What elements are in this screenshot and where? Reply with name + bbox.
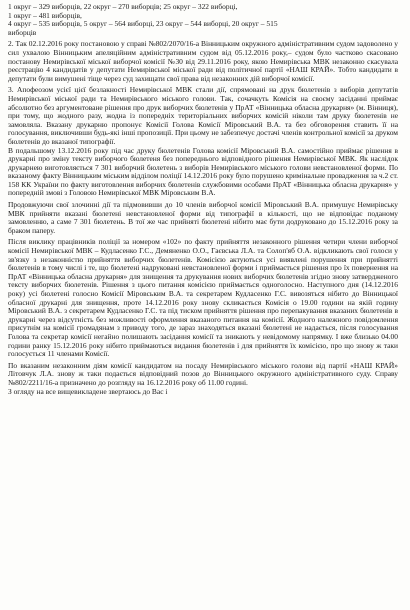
district-line-3: 4 округ – 535 виборців, 5 округ – 564 виборці, 23 округ – 544 виборці, 20 округ – 515 <box>8 19 278 29</box>
paragraph-8: З огляду на все вищевикладене звертаюсь до Вас і <box>8 386 168 396</box>
paragraph-6: Після виклику працівників поліції за номером «102» по факту прийняття незаконного рішення четири члени виборчої комісії Немирівської МВК – Кудласенко Г.С., Демяненко О.О., Гаєвська Л.А. та Солоп'яб О.А. відкликають свої голоси у зв'язку з незаконністю прийняття виборчих бюлетенів. Комісією актуються усі виявлені порушення при прийнятті бюлетенів в тому числі і те, що бюлетені надруковані невстановленої форми і приймається рішення про їх повернення на ПрАТ «Вінницька обласна друкарня» для знищення та друкування нових виборчих бюлетенів згідно знову затвердженого тексту виборчих бюлетенів. Рішення з цього питання комісією приймається одноголосно. Наступного дня (14.12.2016 року) усі бюлетені голосно Комісії Міровським В.А. та секретарем Кудласенко Г.С. вивозяться нібито до Вінницької обласної друкарні для знищення, проте 14.12.2016 року знову скликається Комісія о 19.00 години на якій годину Міровський В.А. з секретарем Кудласенко Г.С. та під тиском прийняття рішення про перепакування вказаних бюлетенів в друкарні через відсутність без можливості оформлення вказаного питання на комісії. Жодного належного повідомлення присутнім на комісії громадянам з приводу того, де зараз знаходяться вказані бюлетені не надається, після голосування Голова та секретар комісії негайно полишають засідання комісії та зникають у невідомому напрямку. І вже близько 04.00 години ранку 15.12.2016 року нібито приймаються видання бюлетенів і для прийняття їх комісією, про що знову ж таки голосується 11 членами Комісії. <box>8 237 398 359</box>
paragraph-5: Продовжуючи свої злочинні дії та підмовивши до 10 членів виборчої комісії Міровський В.А. примушує Немирівську МВК прийняти вказані бюлетені невстановленої форми від типографії в кількості, що не відповідає поданому замовленню, а саме 7 301 бюлетень. В тої же час прийняті бюлетені нібито має бути додруковано до 15.12.2016 року за браком паперу. <box>8 200 398 235</box>
district-line-2: 1 округ – 481 виборців, <box>8 10 82 20</box>
district-line-4: виборців <box>8 27 37 37</box>
paragraph-7: По вказаним незаконним діям комісії кандидатом на посаду Немирівського міського голови від партії «НАШ КРАЙ» Літовчук Л.А. знову ж таки подається відповідний позов до Вінницького окружного адміністративного суду. Справу №802/2211/16-а призначено до розгляду на 16.12.2016 року об 11.00 годині. <box>8 360 398 387</box>
district-line-1: 1 округ – 329 виборців, 22 округ – 270 виборців; 25 округ – 322 виборці, <box>8 2 238 11</box>
paragraph-4: В подальшому 13.12.2016 року під час друку бюлетенів Голова комісії Міровський В.А. самостійно приймає рішення в друкарні про зміну тексту виборчого бюлетеня без попереднього відповідного рішення Немирівської МВК. Як наслідок друкарнею виготовляється 7 301 виборчий бюлетень з виборів Немирівського міського голови невстановленої форми. По вказаному факту Вінницьким міським відділом поліції 14.12.2016 року було порушено кримінальне провадження за ч.2 ст. 158 КК України по факту виготовлення виборчих бюлетенів службовими особами ПрАТ «Вінницька обласна друкарня» у попередній змові з Головою Немирівської МВК Міровським В.А. <box>8 145 398 198</box>
paragraph-2: 2. Так 02.12.2016 року постановою у справі №802/2070/16-а Вінницьким окружного адміністративним судом задоволено у сил ухвалою Вінницьким апеляційним адміністративним судом від 05.12.2016 року,– судом було частково скасовано постанову Немирівської міської виборчої комісії №30 від 29.11.2016 року, якою Немирівська МВК незаконно скасувала реєстрацію 4 кандидатів у депутати Немирівської міської ради від політичної партії «НАШ КРАЙ». Тобто кандидати в депутати були вимушені тіще через суд захищати свої права від незаконних дій виборчої комісії. <box>8 39 398 83</box>
paragraph-3: 3. Апофеозом усієї цієї безлакності Немирівської МВК стали дії, спрямовані на друк бюлетенів з виборів депутатів Немирівської міської ради та Немирівського міського голови. Так, сочачкуть Комісія на своєму засіданні приймає абсолютно без аргументоване рішення про друк виборчих бюлетенів у ПрАТ «Вінницька обласна друкарня» (м. Вінниця), при тому, що жодного разу, жодна із попередніх територіальних виборчих комісій ніколи там друку бюлетенів не замовляла. Вказану друкарню пропонує Комісії Голова Комісії Міровський В.А. та без обговорення ставить її на голосування, виключивши будь-які інші пропозиції. При цьому не забезпечує достачі членів контрольної комісії за друком бюлетенів до вказаної типографії. <box>8 85 398 146</box>
